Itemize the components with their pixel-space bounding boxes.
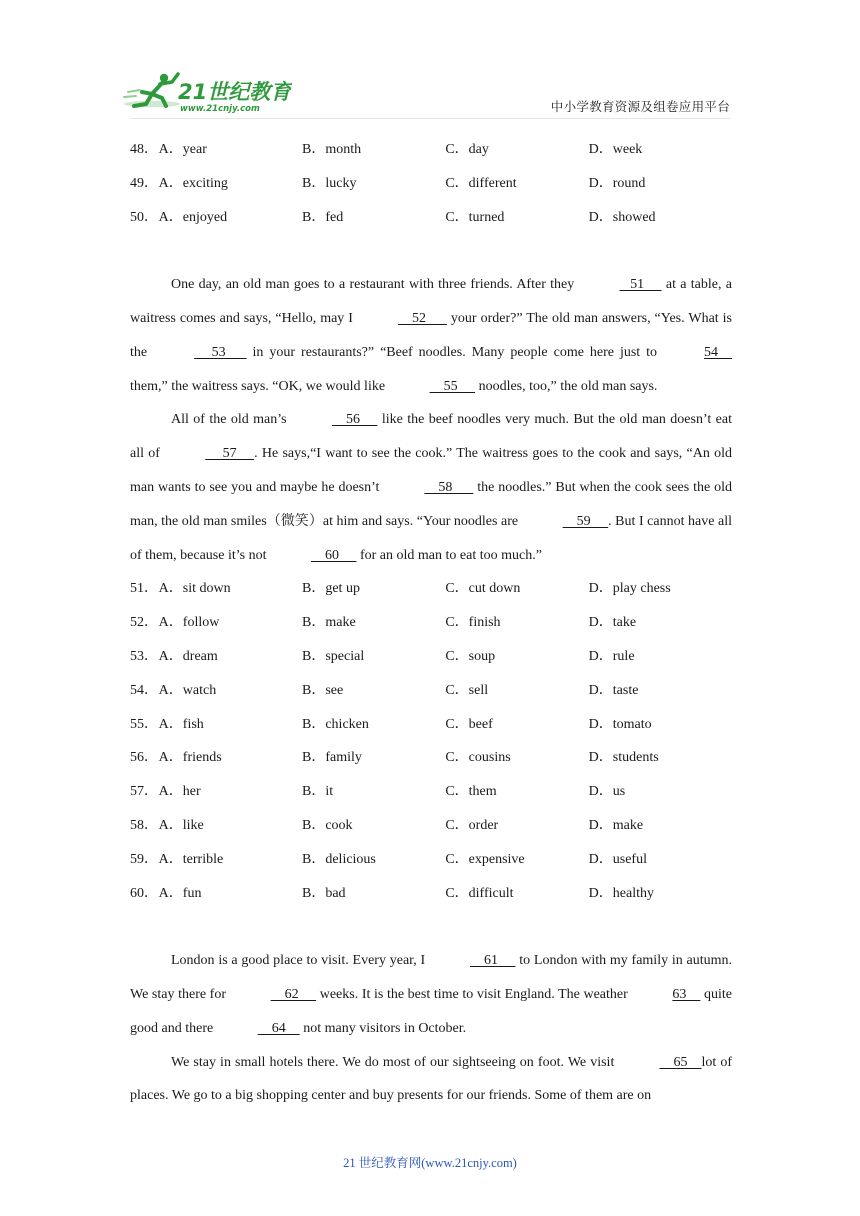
- passage-text: . He says,“I want to see the cook.” The waitress goes to the cook and says, “An old man wants to see you and maybe he doesn’t: [130, 446, 732, 495]
- passage-text: the noodles.” But when the cook sees the old man, the old man smiles（微笑）at him and says. “Your noodles are: [130, 479, 732, 529]
- blank-number: 61: [469, 953, 516, 969]
- answer-option: B．see: [302, 682, 344, 698]
- question-number: 55．: [130, 716, 158, 732]
- passage-text: lot of places. We go to a big shopping center and buy presents for our friends. Some of them are on: [130, 1054, 732, 1104]
- blank-number: 62: [270, 986, 317, 1002]
- spacer: [130, 234, 732, 268]
- question-number: 54．: [130, 682, 158, 698]
- answer-option: C．sell: [445, 682, 489, 698]
- answer-option: A．year: [158, 142, 207, 157]
- blank-number: 59: [562, 513, 609, 529]
- passage-1: [130, 268, 732, 572]
- answer-option: A．sit down: [158, 581, 231, 597]
- answer-option: D．round: [588, 175, 646, 191]
- blank-number: 54: [704, 344, 732, 360]
- answer-option: D．healthy: [588, 885, 654, 901]
- question-row: [130, 708, 732, 742]
- answer-option: B．month: [302, 142, 362, 157]
- runner-logo-icon: [122, 68, 292, 116]
- header-platform-text: 中小学教育资源及组卷应用平台: [550, 100, 730, 114]
- question-row: [130, 133, 732, 167]
- question-row: [130, 640, 732, 674]
- answer-option: D．tomato: [588, 716, 652, 732]
- passage-text: noodles, too,” the old man says.: [475, 378, 658, 394]
- passage-text: your order?” The old man answers, “Yes. What is the: [130, 310, 732, 360]
- answer-option: B．family: [302, 750, 362, 766]
- answer-option: C．soup: [445, 648, 496, 664]
- answer-option: B．lucky: [302, 175, 357, 191]
- question-row: [130, 775, 732, 809]
- blank-number: 63: [672, 986, 701, 1002]
- answer-option: A．watch: [158, 682, 217, 698]
- answer-option: A．fish: [158, 716, 204, 732]
- question-number: 51．: [130, 581, 158, 597]
- question-options-group-2: [130, 572, 732, 910]
- question-number: 50．: [130, 209, 158, 225]
- question-number: 56．: [130, 750, 158, 766]
- answer-option: C．them: [445, 784, 497, 800]
- answer-option: D．play chess: [588, 581, 671, 597]
- passage-text: for an old man to eat too much.”: [356, 547, 542, 563]
- answer-option: B．delicious: [302, 851, 376, 867]
- question-number: 52．: [130, 615, 158, 631]
- question-row: [130, 606, 732, 640]
- question-row: [130, 201, 732, 235]
- blank-number: 55: [429, 378, 476, 394]
- answer-option: D．week: [588, 142, 643, 157]
- question-row: [130, 167, 732, 201]
- answer-option: A．her: [158, 784, 201, 800]
- answer-option: C．order: [445, 817, 499, 833]
- passage-2: [130, 944, 732, 1113]
- answer-option: C．turned: [445, 209, 505, 225]
- question-number: 60．: [130, 885, 158, 901]
- answer-option: B．fed: [302, 209, 344, 225]
- passage-paragraph: [130, 403, 732, 572]
- answer-option: A．like: [158, 817, 204, 833]
- answer-option: D．students: [588, 750, 659, 766]
- question-number: 48．: [130, 142, 158, 157]
- answer-option: C．cut down: [445, 581, 521, 597]
- question-number: 59．: [130, 851, 158, 867]
- logo-text: 21世纪教育: [178, 80, 292, 104]
- blank-number: 65: [659, 1054, 702, 1070]
- answer-option: A．terrible: [158, 851, 224, 867]
- passage-text: in your restaurants?” “Beef noodles. Many people come here just to: [246, 344, 663, 360]
- passage-text: . But I cannot have all of them, because it’s not: [130, 513, 732, 563]
- question-number: 49．: [130, 175, 158, 191]
- blank-number: 58: [424, 479, 474, 495]
- answer-option: C．expensive: [445, 851, 525, 867]
- answer-option: B．get up: [302, 581, 360, 597]
- header-divider: [130, 118, 730, 119]
- blank-number: 64: [257, 1020, 300, 1036]
- blank-number: 57: [205, 446, 255, 462]
- question-number: 58．: [130, 817, 158, 833]
- answer-option: C．day: [445, 142, 489, 157]
- passage-text: at a table, a waitress comes and says, “Hello, may I: [130, 277, 732, 326]
- question-number: 53．: [130, 648, 158, 664]
- answer-option: B．it: [302, 784, 334, 800]
- answer-option: C．beef: [445, 716, 493, 732]
- passage-paragraph: [130, 268, 732, 403]
- blank-number: 53: [194, 344, 247, 360]
- answer-option: A．enjoyed: [158, 209, 228, 225]
- question-row: [130, 572, 732, 606]
- spacer: [130, 910, 732, 944]
- answer-option: A．friends: [158, 750, 222, 766]
- answer-option: B．special: [302, 648, 365, 664]
- answer-option: B．make: [302, 615, 356, 631]
- question-row: [130, 843, 732, 877]
- blank-number: 52: [397, 310, 447, 326]
- passage-text: to London with my family in autumn. We stay there for: [130, 953, 733, 1002]
- question-row: [130, 674, 732, 708]
- answer-option: C．finish: [445, 615, 501, 631]
- page-footer: 21 世纪教育网(www.21cnjy.com): [343, 1156, 517, 1170]
- page-header: [0, 0, 860, 125]
- answer-option: D．us: [588, 784, 626, 800]
- question-row: [130, 741, 732, 775]
- answer-option: D．rule: [588, 648, 635, 664]
- answer-option: D．take: [588, 615, 637, 631]
- answer-option: C．different: [445, 175, 517, 191]
- answer-option: A．dream: [158, 648, 218, 664]
- answer-option: B．cook: [302, 817, 353, 833]
- logo-url: www.21cnjy.com: [180, 104, 260, 114]
- question-number: 57．: [130, 784, 158, 800]
- passage-text: London is a good place to visit. Every year, I: [171, 953, 429, 969]
- answer-option: B．bad: [302, 885, 346, 901]
- blank-number: 56: [331, 412, 378, 428]
- blank-number: 60: [310, 547, 357, 563]
- passage-text: One day, an old man goes to a restaurant with three friends. After they: [171, 277, 579, 293]
- passage-text: weeks. It is the best time to visit England. The weather: [316, 986, 632, 1002]
- answer-option: A．follow: [158, 615, 220, 631]
- question-row: [130, 877, 732, 911]
- passage-paragraph: [130, 1046, 732, 1114]
- answer-option: D．taste: [588, 682, 639, 698]
- answer-option: B．chicken: [302, 716, 369, 732]
- passage-paragraph: [130, 944, 732, 1045]
- passage-text: not many visitors in October.: [299, 1020, 467, 1036]
- answer-option: C．cousins: [445, 750, 511, 766]
- passage-text: quite good and there: [130, 986, 732, 1036]
- logo: [122, 68, 292, 116]
- question-row: [130, 809, 732, 843]
- answer-option: D．useful: [588, 851, 647, 867]
- blank-number: 51: [619, 277, 662, 293]
- question-options-group-1: [130, 133, 732, 234]
- answer-option: D．make: [588, 817, 644, 833]
- passage-text: We stay in small hotels there. We do most of our sightseeing on foot. We visit: [171, 1054, 619, 1070]
- passage-text: them,” the waitress says. “OK, we would like: [130, 378, 389, 394]
- document-content: [130, 133, 732, 1113]
- answer-option: A．fun: [158, 885, 202, 901]
- answer-option: A．exciting: [158, 175, 228, 191]
- passage-text: like the beef noodles very much. But the old man doesn’t eat all of: [130, 412, 732, 462]
- answer-option: C．difficult: [445, 885, 514, 901]
- answer-option: D．showed: [588, 209, 656, 225]
- passage-text: All of the old man’s: [171, 412, 291, 428]
